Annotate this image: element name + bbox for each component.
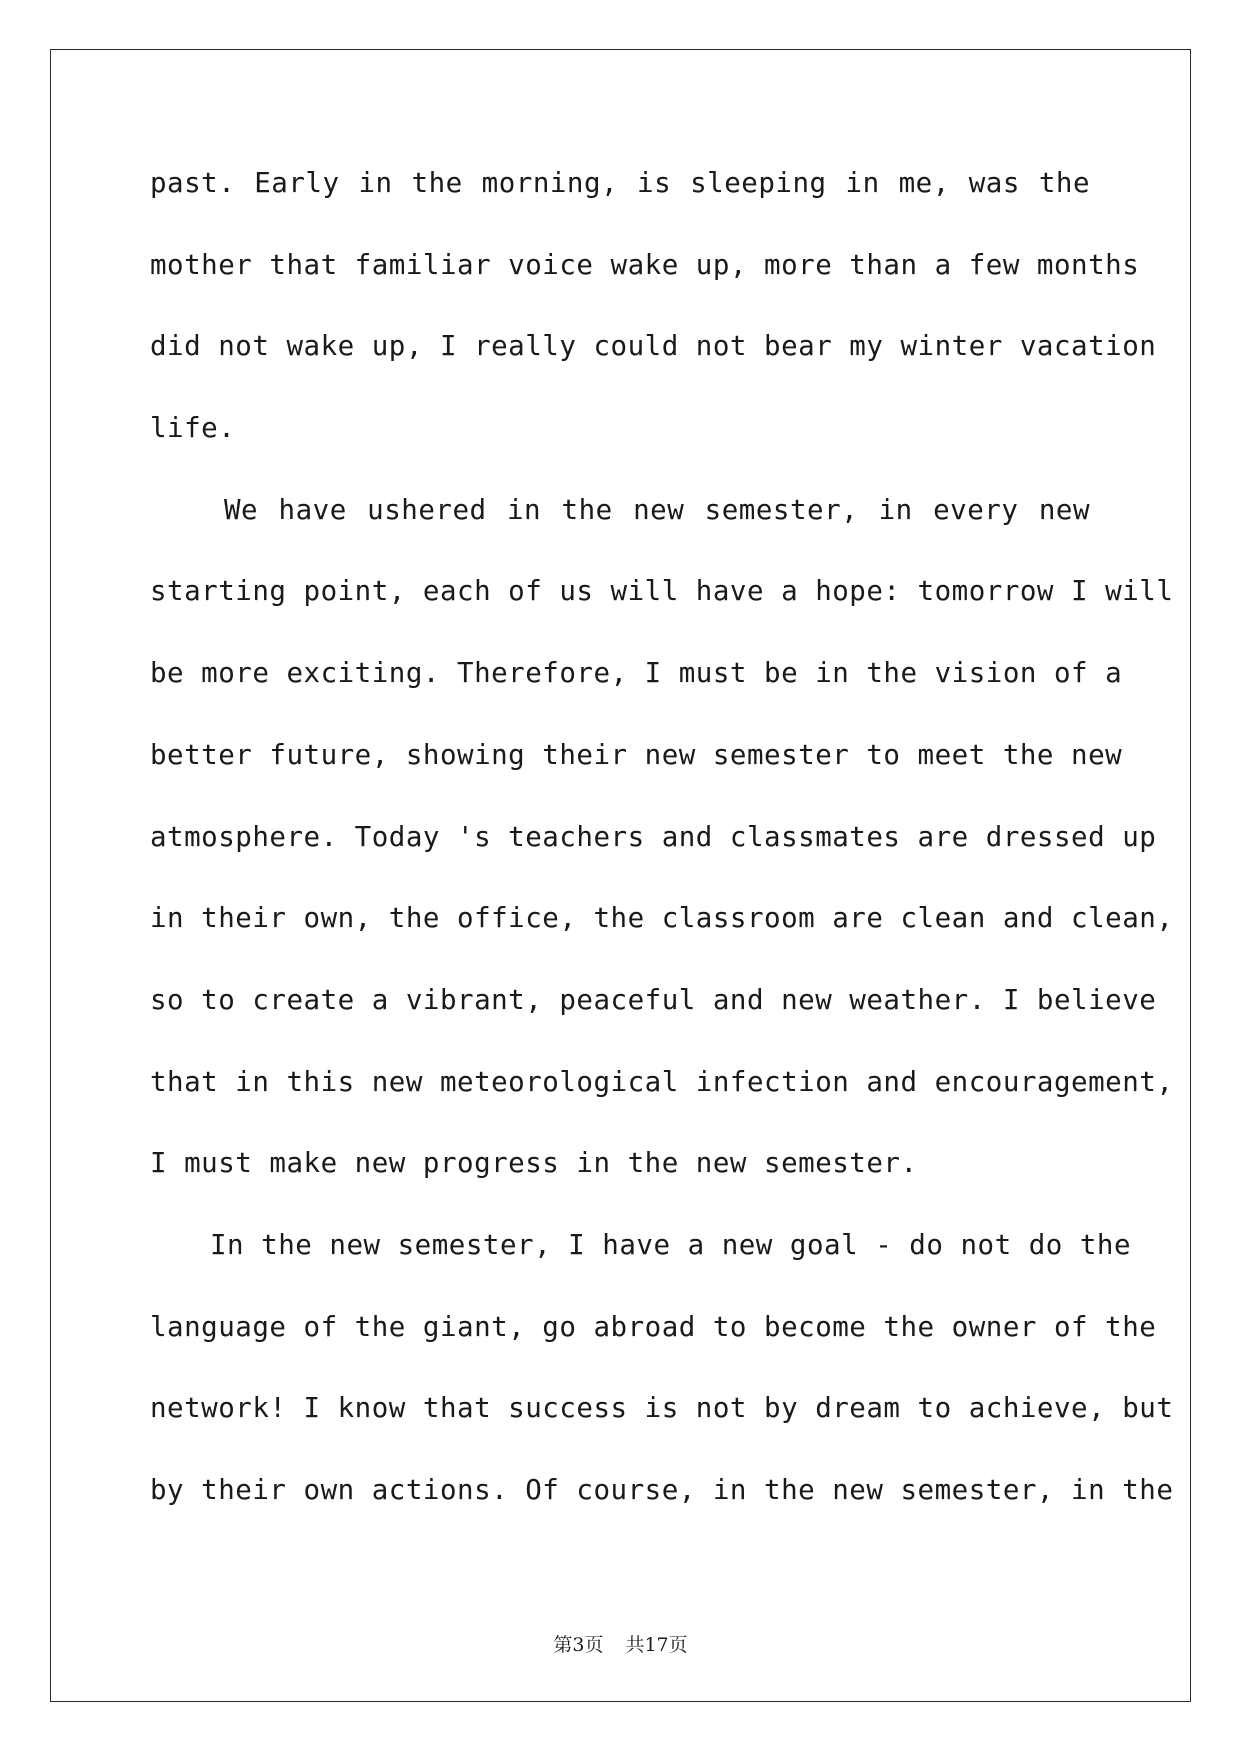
text-line	[150, 490, 1090, 572]
text-line: be more exciting. Therefore, I must be in the vision of a	[150, 657, 1123, 690]
text-line: so to create a vibrant, peaceful and new weather. I believe	[150, 983, 1157, 1016]
page-total: 共17页	[625, 1634, 688, 1656]
text-line	[150, 1225, 1132, 1307]
text-line: by their own actions. Of course, in the new semester, in the	[150, 1474, 1174, 1506]
text-line: that in this new meteorological infection and encouragement,	[150, 1065, 1174, 1098]
text-line: atmosphere. Today 's teachers and classmates are dressed up	[150, 820, 1157, 853]
text-line: did not wake up, I really could not bear my winter vacation	[150, 330, 1157, 363]
body-text	[150, 163, 1174, 1552]
text-line: past. Early in the morning, is sleeping in me, was the	[150, 167, 1090, 199]
text-line: starting point, each of us will have a hope: tomorrow I will	[150, 575, 1174, 608]
text-line: network! I know that success is not by dream to achieve, but	[150, 1392, 1174, 1425]
text-line: language of the giant, go abroad to become the owner of the	[150, 1310, 1157, 1343]
text-line: life.	[150, 412, 236, 445]
text-line-content: In the new semester, I have a new goal - do not do the	[210, 1228, 1132, 1261]
text-line: mother that familiar voice wake up, more than a few months	[150, 248, 1140, 281]
text-line: in their own, the office, the classroom are clean and clean,	[150, 902, 1174, 935]
text-line: I must make new progress in the new semester.	[150, 1147, 918, 1180]
page-footer	[0, 1630, 1241, 1657]
page-number: 第3页	[553, 1634, 604, 1656]
text-line: better future, showing their new semester to meet the new	[150, 738, 1123, 771]
text-line-content: We have ushered in the new semester, in every new	[224, 493, 1090, 526]
